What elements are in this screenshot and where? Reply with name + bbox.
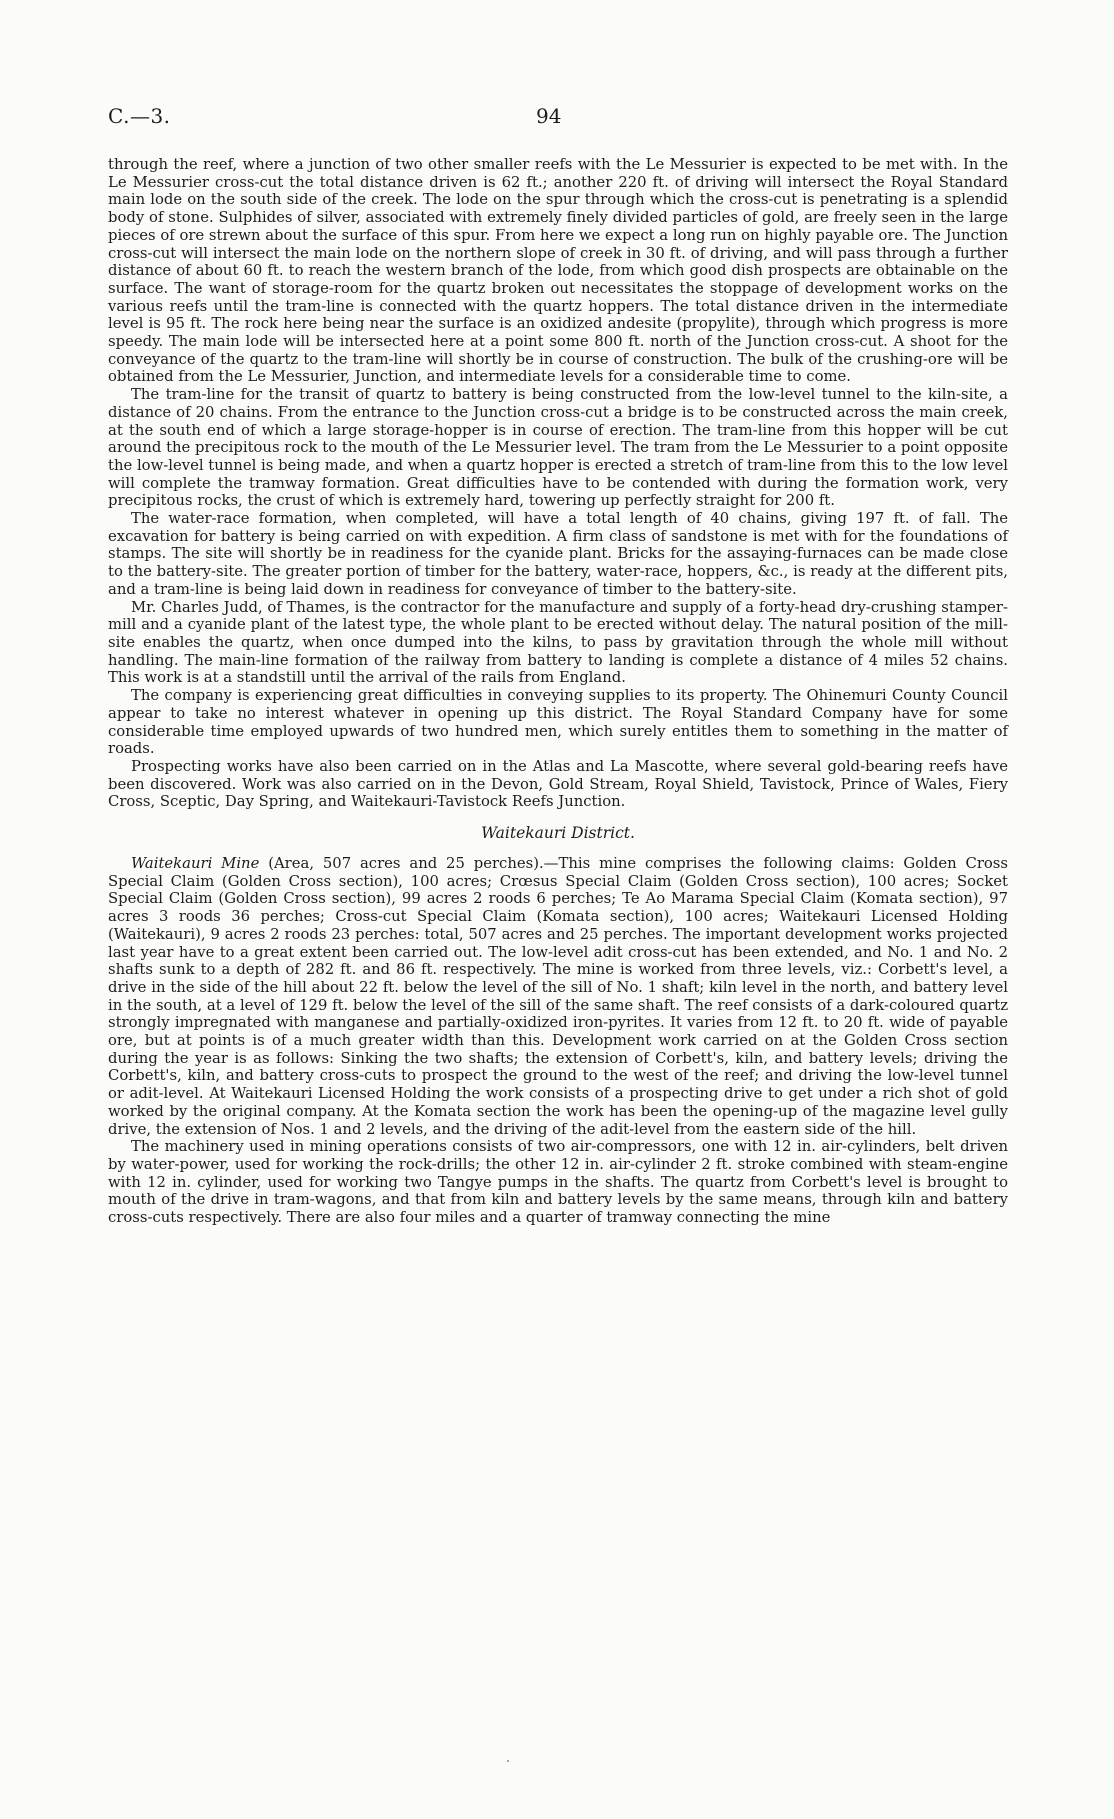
section-heading: Waitekauri District.	[481, 824, 635, 843]
paragraph: Mr. Charles Judd, of Thames, is the contractor for the manufacture and supply of a forty-head dry-crushing stamper-mill and a cyanide plant of the latest type, the whole plant to be erected without delay. The natural position of the mill-site enables the quartz, when once dumped into the kilns, to pass by gravitation through the whole mill without handling. The main-line formation of the railway from battery to landing is complete a distance of 4 miles 52 chains. This work is at a standstill until the arrival of the rails from England.	[108, 598, 1008, 687]
mine-title: Waitekauri Mine	[131, 855, 260, 873]
paragraph: The water-race formation, when completed, will have a total length of 40 chains, giving 197 ft. of fall. The excavation for battery is being carried on with expedition. A firm class of sandstone is met with for the foundations of stamps. The site will shortly be in readiness for the cyanide plant. Bricks for the assaying-furnaces can be made close to the battery-site. The greater portion of timber for the battery, water-race, hoppers, &c., is ready at the different pits, and a tram-line is being laid down in readiness for conveyance of timber to the battery-site.	[108, 510, 1008, 598]
paragraph: The company is experiencing great difficulties in conveying supplies to its property. The Ohinemuri County Council appear to take no interest whatever in opening up this district. The Royal Standard Company have for some considerable time employed upwards of two hundred men, which surely entitles them to something in the matter of roads.	[108, 687, 1008, 758]
paragraph: The tram-line for the transit of quartz to battery is being constructed from the low-level tunnel to the kiln-site, a distance of 20 chains. From the entrance to the Junction cross-cut a bridge is to be constructed across the main creek, at the south end of which a large storage-hopper is in course of erection. The tram-line from this hopper will be cut around the precipitous rock to the mouth of the Le Messurier level. The tram from the Le Messurier to a point opposite the low-level tunnel is being made, and when a quartz hopper is erected a stretch of tram-line from this to the low level will complete the tramway formation. Great difficulties have to be contended with during the formation work, very precipitous rocks, the crust of which is extremely hard, towering up perfectly straight for 200 ft.	[108, 386, 1008, 510]
document-reference: C.—3.	[108, 104, 171, 128]
paragraph: The machinery used in mining operations consists of two air-compressors, one with 12 in. air-cylinders, belt driven by water-power, used for working the rock-drills; the other 12 in. air-cylinder 2 ft. stroke combined with steam-engine with 12 in. cylinder, used for working two Tangye pumps in the shafts. The quartz from Corbett's level is brought to mouth of the drive in tram-wagons, and that from kiln and battery levels by the same means, through kiln and battery cross-cuts respectively. There are also four miles and a quarter of tramway connecting the mine	[108, 1138, 1008, 1227]
body-text	[108, 156, 1008, 1227]
paragraph: Prospecting works have also been carried on in the Atlas and La Mascotte, where several gold-bearing reefs have been discovered. Work was also carried on in the Devon, Gold Stream, Royal Shield, Tavistock, Prince of Wales, Fiery Cross, Sceptic, Day Spring, and Waitekauri-Tavistock Reefs Junction.	[108, 757, 1008, 811]
page-number: 94	[536, 104, 562, 128]
page-header	[108, 104, 1008, 134]
paragraph: through the reef, where a junction of two other smaller reefs with the Le Messurier is expected to be met with. In the Le Messurier cross-cut the total distance driven is 62 ft.; another 220 ft. of driving will intersect the Royal Standard main lode on the south side of the creek. The lode on the spur through which the cross-cut is penetrating is a splendid body of stone. Sulphides of silver, associated with extremely finely divided particles of gold, are freely seen in the large pieces of ore strewn about the surface of this spur. From here we expect a long run on highly payable ore. The Junction cross-cut will intersect the main lode on the northern slope of creek in 30 ft. of driving, and will pass through a further distance of about 60 ft. to reach the western branch of the lode, from which good dish prospects are obtainable on the surface. The want of storage-room for the quartz broken out necessitates the stoppage of development works on the various reefs until the tram-line is connected with the quartz hoppers. The total distance driven in the intermediate level is 95 ft. The rock here being near the surface is an oxidized andesite (propylite), through which progress is more speedy. The main lode will be intersected here at a point some 800 ft. north of the Junction cross-cut. A shoot for the conveyance of the quartz to the tram-line will shortly be in course of construction. The bulk of the crushing-ore will be obtained from the Le Messurier, Junction, and intermediate levels for a considerable time to come.	[108, 156, 1008, 386]
mine-paragraph	[108, 855, 1008, 1138]
ink-speck	[507, 1760, 509, 1762]
mine-description: (Area, 507 acres and 25 perches).—This mine comprises the following claims: Golden Cross Special Claim (Golden Cross section), 100 acres; Crœsus Special Claim (Golden Cross section), 100 acres; Socket Special Claim (Golden Cross section), 99 acres 2 roods 6 perches; Te Ao Marama Special Claim (Komata section), 97 acres 3 roods 36 perches; Cross-cut Special Claim (Komata section), 100 acres; Waitekauri Licensed Holding (Waitekauri), 9 acres 2 roods 23 perches: total, 507 acres and 25 perches. The important development works projected last year have to a great extent been carried out. The low-level adit cross-cut has been extended, and No. 1 and No. 2 shafts sunk to a depth of 282 ft. and 86 ft. respectively. The mine is worked from three levels, viz.: Corbett's level, a drive in the side of the hill about 22 ft. below the level of the sill of No. 1 shaft; kiln level in the north, and battery level in the south, at a level of 129 ft. below the level of the sill of the same shaft. The reef consists of a dark-coloured quartz strongly impregnated with manganese and partially-oxidized iron-pyrites. It varies from 12 ft. to 20 ft. wide of payable ore, but at points is of a much greater width than this. Development work carried on at the Golden Cross section during the year is as follows: Sinking the two shafts; the extension of Corbett's, kiln, and battery levels; driving the Corbett's, kiln, and battery cross-cuts to prospect the ground to the west of the reef; and driving the low-level tunnel or adit-level. At Waitekauri Licensed Holding the work consists of a prospecting drive to get under a rich shot of gold worked by the original company. At the Komata section the work has been the opening-up of the magazine level gully drive, the extension of Nos. 1 and 2 levels, and the driving of the adit-level from the eastern side of the hill.	[108, 855, 1008, 1138]
